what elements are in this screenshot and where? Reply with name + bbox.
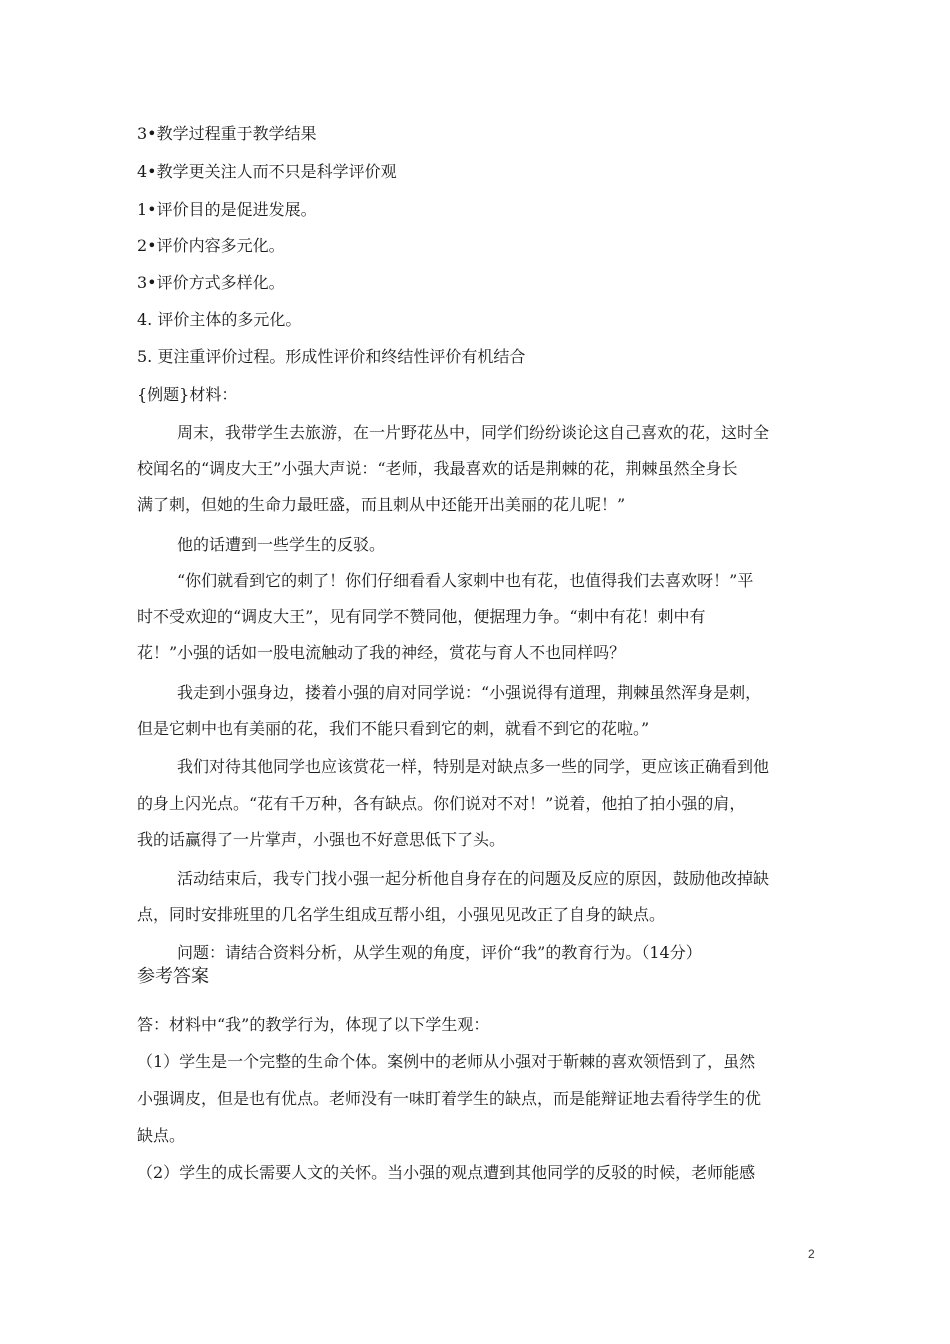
text-line [137,161,397,183]
text-line: （2）学生的成长需要人文的关怀。当小强的观点遭到其他同学的反驳的时候，老师能感 [137,1163,756,1182]
text-line: 我走到小强身边，搂着小强的肩对同学说：“小强说得有道理，荆棘虽然浑身是刺， [177,683,762,702]
text-line: 3•教学过程重于教学结果 [137,124,317,143]
text-line: 4. 评价主体的多元化。 [137,310,302,329]
text-line: 但是它刺中也有美丽的花，我们不能只看到它的刺，就看不到它的花啦。” [137,719,650,738]
text-line: 5. 更注重评价过程。形成性评价和终结性评价有机结合 [137,347,526,366]
text-line: 缺点。 [137,1126,186,1145]
text-line: 他的话遭到一些学生的反驳。 [177,535,386,554]
text-line: 1•评价目的是促进发展。 [137,200,317,219]
text-span: 4•教学更关注人而不只是科学 [137,162,349,181]
text-line: 的身上闪光点。“花有千万种，各有缺点。你们说对不对！”说着，他拍了拍小强的肩， [137,794,746,813]
text-line: （1）学生是一个完整的生命个体。案例中的老师从小强对于靳棘的喜欢领悟到了，虽然 [137,1052,756,1071]
text-line: 我们对待其他同学也应该赏花一样，特别是对缺点多一些的同学，更应该正确看到他 [177,757,770,776]
page-number: 2 [808,1247,815,1261]
text-line: 点，同时安排班里的几名学生组成互帮小组，小强见见改正了自身的缺点。 [137,905,666,924]
text-line: 满了刺，但她的生命力最旺盛，而且刺从中还能开出美丽的花儿呢！” [137,495,626,514]
question-line: 问题：请结合资料分析，从学生观的角度，评价“我”的教育行为。（14分） [177,943,702,962]
text-line: 3•评价方式多样化。 [137,273,285,292]
text-line: 周末，我带学生去旅游，在一片野花丛中，同学们纷纷谈论这自己喜欢的花，这时全 [177,423,770,442]
text-line: 时不受欢迎的“调皮大王”，见有同学不赞同他，便据理力争。“刺中有花！刺中有 [137,607,706,626]
example-heading: {例题}材料： [137,385,238,404]
text-line: 花！”小强的话如一股电流触动了我的神经，赏花与育人不也同样吗？ [137,643,626,662]
text-line: “你们就看到它的刺了！你们仔细看看人家刺中也有花，也值得我们去喜欢呀！”平 [177,571,754,590]
text-line: 活动结束后，我专门找小强一起分析他自身存在的问题及反应的原因，鼓励他改掉缺 [177,869,770,888]
text-line: 小强调皮，但是也有优点。老师没有一味盯着学生的缺点，而是能辩证地去看待学生的优 [137,1089,762,1108]
text-line: 我的话赢得了一片掌声，小强也不好意思低下了头。 [137,830,506,849]
text-line: 答：材料中“我”的教学行为，体现了以下学生观： [137,1015,490,1034]
text-line: 校闻名的“调皮大王”小强大声说：“老师，我最喜欢的话是荆棘的花，荆棘虽然全身长 [137,459,738,478]
answer-heading: 参考答案 [137,966,209,987]
text-line: 2•评价内容多元化。 [137,236,285,255]
section-heading: 评价观 [348,162,397,181]
